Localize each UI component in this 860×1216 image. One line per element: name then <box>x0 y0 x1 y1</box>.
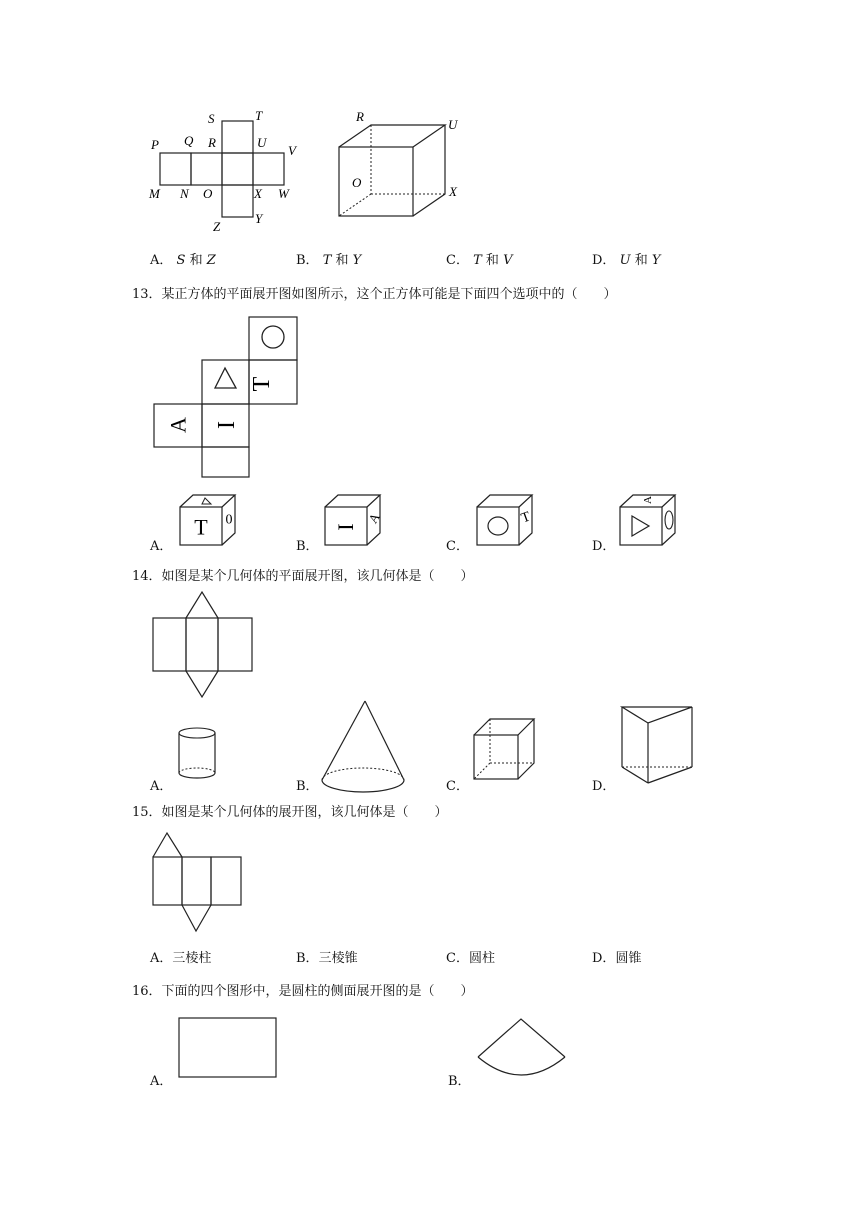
question-number: 16． <box>132 984 162 999</box>
option-text: 三棱锥 <box>318 951 358 966</box>
q13-cube-b <box>320 490 390 550</box>
net-label-r: R <box>208 135 216 150</box>
svg-text:A: A <box>165 417 191 433</box>
q16-sector <box>474 1015 570 1083</box>
net-a-symbol <box>166 417 191 433</box>
question-number: 14． <box>132 569 162 584</box>
svg-text:T: T <box>194 514 208 540</box>
q12-option-c <box>446 249 512 268</box>
option-letter: A． <box>150 951 173 966</box>
option-letter: B． <box>296 951 319 966</box>
q14-option-d: D． <box>592 779 616 794</box>
q13-net-figure <box>150 312 305 482</box>
q16-question <box>132 980 474 999</box>
option-connector: 和 <box>189 253 203 268</box>
option-letter: D． <box>592 253 616 268</box>
q13-cube-a <box>175 490 245 550</box>
q13-question <box>132 283 617 302</box>
net-label-u: U <box>257 135 267 150</box>
q15-question <box>132 801 448 820</box>
net-label-o: O <box>203 186 213 201</box>
q15-option-b <box>296 947 358 966</box>
option-connector: 和 <box>634 253 648 268</box>
q14-option-c: C． <box>446 779 469 794</box>
q14-cone <box>318 698 413 793</box>
triangle-symbol <box>215 368 236 388</box>
q14-cylinder <box>172 725 222 785</box>
net-label-s: S <box>208 111 215 126</box>
q15-net-figure <box>150 830 246 938</box>
q15-option-c <box>446 947 495 966</box>
option-point-2: V <box>503 253 513 268</box>
question-text: 如图是某个几何体的展开图，该几何体是（ ） <box>161 805 448 820</box>
net-t-symbol <box>249 376 275 391</box>
question-number: 15． <box>132 805 162 820</box>
q14-triangular-prism <box>618 703 698 788</box>
option-letter: C． <box>446 253 469 268</box>
q13-cube-d <box>615 490 685 550</box>
option-letter: B． <box>296 253 319 268</box>
q16-option-b: B． <box>448 1074 471 1089</box>
net-label-m: M <box>149 186 160 201</box>
question-text: 某正方体的平面展开图如图所示，这个正方体可能是下面四个选项中的（ ） <box>161 287 617 302</box>
svg-text:0: 0 <box>225 512 233 528</box>
option-point-2: Y <box>651 253 661 268</box>
net-label-v: V <box>288 143 296 158</box>
svg-text:I: I <box>212 421 238 429</box>
net-label-q: Q <box>184 133 194 148</box>
q12-option-b <box>296 249 361 268</box>
option-letter: C． <box>446 951 469 966</box>
cube-label-x: X <box>449 184 457 199</box>
circle-symbol <box>262 326 284 348</box>
q14-net-figure <box>150 590 258 702</box>
q13-option-a: A． <box>150 539 173 554</box>
option-text: 圆柱 <box>468 951 495 966</box>
option-point-2: Y <box>352 253 362 268</box>
svg-text:T: T <box>519 509 533 527</box>
net-i-symbol <box>212 421 238 429</box>
q16-option-a: A． <box>150 1074 173 1089</box>
cube-label-u: U <box>448 117 458 132</box>
net-label-n: N <box>180 186 189 201</box>
q14-option-b: B． <box>296 779 319 794</box>
q13-option-b: B． <box>296 539 319 554</box>
q12-option-d <box>592 249 660 268</box>
net-label-t: T <box>255 108 263 123</box>
option-point-1: U <box>619 253 631 268</box>
option-point-1: S <box>176 253 186 268</box>
q14-option-a: A． <box>150 779 173 794</box>
option-text: 圆锥 <box>615 951 642 966</box>
net-label-w: W <box>278 186 289 201</box>
net-label-p: P <box>151 137 159 152</box>
option-text: 三棱柱 <box>172 951 212 966</box>
svg-text:A: A <box>642 496 654 504</box>
net-label-y: Y <box>255 211 263 226</box>
svg-text:A: A <box>365 510 383 526</box>
option-point-1: T <box>473 253 482 268</box>
q15-option-d <box>592 947 641 966</box>
q13-option-c: C． <box>446 539 469 554</box>
q14-cube <box>470 715 540 785</box>
svg-text:I: I <box>333 523 359 531</box>
q14-question <box>132 565 474 584</box>
q13-cube-c <box>472 490 542 550</box>
option-connector: 和 <box>485 253 499 268</box>
q12-option-a <box>150 249 216 268</box>
svg-text:T: T <box>249 376 275 392</box>
cube-label-r: R <box>356 109 364 124</box>
option-connector: 和 <box>335 253 349 268</box>
option-letter: A． <box>150 253 173 268</box>
option-point-2: Z <box>206 253 216 268</box>
q13-option-d: D． <box>592 539 616 554</box>
cube-label-o: O <box>352 175 362 190</box>
question-number: 13． <box>132 287 162 302</box>
question-text: 下面的四个图形中，是圆柱的侧面展开图的是（ ） <box>161 984 474 999</box>
q12-cube-figure <box>325 105 470 225</box>
question-text: 如图是某个几何体的平面展开图，该几何体是（ ） <box>161 569 474 584</box>
q12-net-figure <box>140 105 310 235</box>
q15-option-a <box>150 947 211 966</box>
net-label-z: Z <box>213 219 221 234</box>
option-letter: D． <box>592 951 616 966</box>
q16-rectangle <box>176 1015 280 1081</box>
net-label-x: X <box>254 186 262 201</box>
option-point-1: T <box>322 253 332 268</box>
